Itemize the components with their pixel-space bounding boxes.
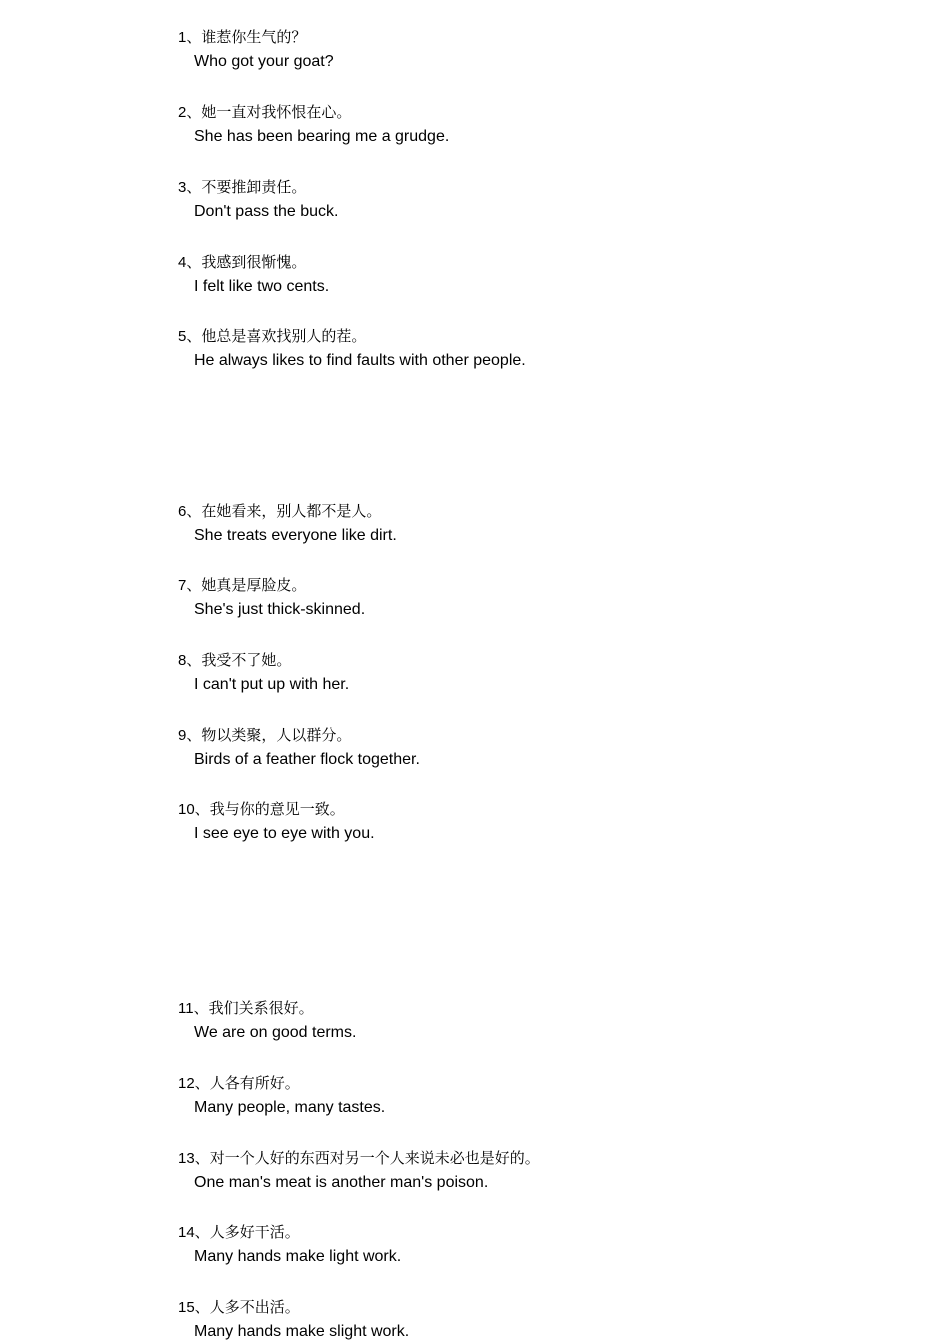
chinese-text: 我们关系很好。 (208, 999, 314, 1017)
entry-number: 14、 (178, 1224, 210, 1241)
chinese-sentence (178, 575, 918, 595)
phrase-entry-11 (178, 998, 918, 1043)
chinese-sentence (178, 102, 918, 122)
chinese-sentence (178, 1148, 918, 1168)
chinese-text: 我与你的意见一致。 (209, 800, 345, 818)
chinese-text: 物以类聚，人以群分。 (201, 726, 352, 744)
chinese-sentence (178, 650, 918, 670)
english-translation: I see eye to eye with you. (194, 825, 375, 842)
chinese-text: 谁惹你生气的？ (201, 28, 307, 46)
entry-number: 9、 (178, 727, 202, 744)
english-translation: Many hands make light work. (194, 1248, 402, 1265)
entry-number: 10、 (178, 801, 210, 818)
phrase-entry-6 (178, 501, 918, 546)
english-translation: Many people, many tastes. (194, 1099, 386, 1116)
english-translation: He always likes to find faults with other people. (194, 352, 526, 369)
entry-number: 3、 (178, 179, 202, 196)
english-translation: Birds of a feather flock together. (194, 751, 420, 768)
phrase-entry-12 (178, 1073, 918, 1118)
phrase-entry-14 (178, 1222, 918, 1267)
entry-number: 2、 (178, 104, 202, 121)
chinese-text: 不要推卸责任。 (201, 178, 307, 196)
phrase-entry-2 (178, 102, 918, 147)
english-translation: One man's meat is another man's poison. (194, 1174, 489, 1191)
english-translation: I felt like two cents. (194, 278, 330, 295)
chinese-sentence (178, 27, 918, 47)
chinese-sentence (178, 177, 918, 197)
chinese-sentence (178, 252, 918, 272)
english-translation: We are on good terms. (194, 1024, 357, 1041)
phrase-entry-1 (178, 27, 918, 72)
phrase-entry-5 (178, 326, 918, 371)
english-translation: She's just thick-skinned. (194, 601, 366, 618)
english-translation: Don't pass the buck. (194, 203, 339, 220)
chinese-sentence (178, 725, 918, 745)
english-translation: Who got your goat? (194, 53, 334, 70)
chinese-text: 人多不出活。 (209, 1298, 300, 1316)
entry-number: 12、 (178, 1075, 210, 1092)
chinese-sentence (178, 501, 918, 521)
chinese-text: 我受不了她。 (201, 651, 292, 669)
entry-number: 11、 (178, 1000, 209, 1017)
entry-number: 13、 (178, 1150, 210, 1167)
chinese-sentence (178, 998, 918, 1018)
phrase-entry-9 (178, 725, 918, 770)
chinese-text: 她真是厚脸皮。 (201, 576, 307, 594)
chinese-text: 人各有所好。 (209, 1074, 300, 1092)
phrase-entry-7 (178, 575, 918, 620)
entry-number: 5、 (178, 328, 202, 345)
entry-number: 7、 (178, 577, 202, 594)
english-translation: Many hands make slight work. (194, 1323, 410, 1340)
chinese-sentence (178, 1297, 918, 1317)
chinese-sentence (178, 1073, 918, 1093)
english-translation: I can't put up with her. (194, 676, 350, 693)
chinese-text: 他总是喜欢找别人的茬。 (201, 327, 367, 345)
entry-number: 4、 (178, 254, 202, 271)
entry-number: 8、 (178, 652, 202, 669)
chinese-text: 在她看来，别人都不是人。 (201, 502, 382, 520)
phrase-entry-8 (178, 650, 918, 695)
entry-number: 1、 (178, 29, 202, 46)
phrase-entry-4 (178, 252, 918, 297)
chinese-text: 我感到很惭愧。 (201, 253, 307, 271)
chinese-sentence (178, 1222, 918, 1242)
phrase-entry-13 (178, 1148, 918, 1193)
chinese-text: 人多好干活。 (209, 1223, 300, 1241)
chinese-text: 对一个人好的东西对另一个人来说未必也是好的。 (209, 1149, 540, 1167)
entry-number: 6、 (178, 503, 202, 520)
phrase-entry-10 (178, 799, 918, 844)
chinese-sentence (178, 326, 918, 346)
entry-number: 15、 (178, 1299, 210, 1316)
chinese-text: 她一直对我怀恨在心。 (201, 103, 352, 121)
english-translation: She treats everyone like dirt. (194, 527, 397, 544)
chinese-sentence (178, 799, 918, 819)
phrase-entry-3 (178, 177, 918, 222)
english-translation: She has been bearing me a grudge. (194, 128, 450, 145)
phrase-entry-15 (178, 1297, 918, 1342)
